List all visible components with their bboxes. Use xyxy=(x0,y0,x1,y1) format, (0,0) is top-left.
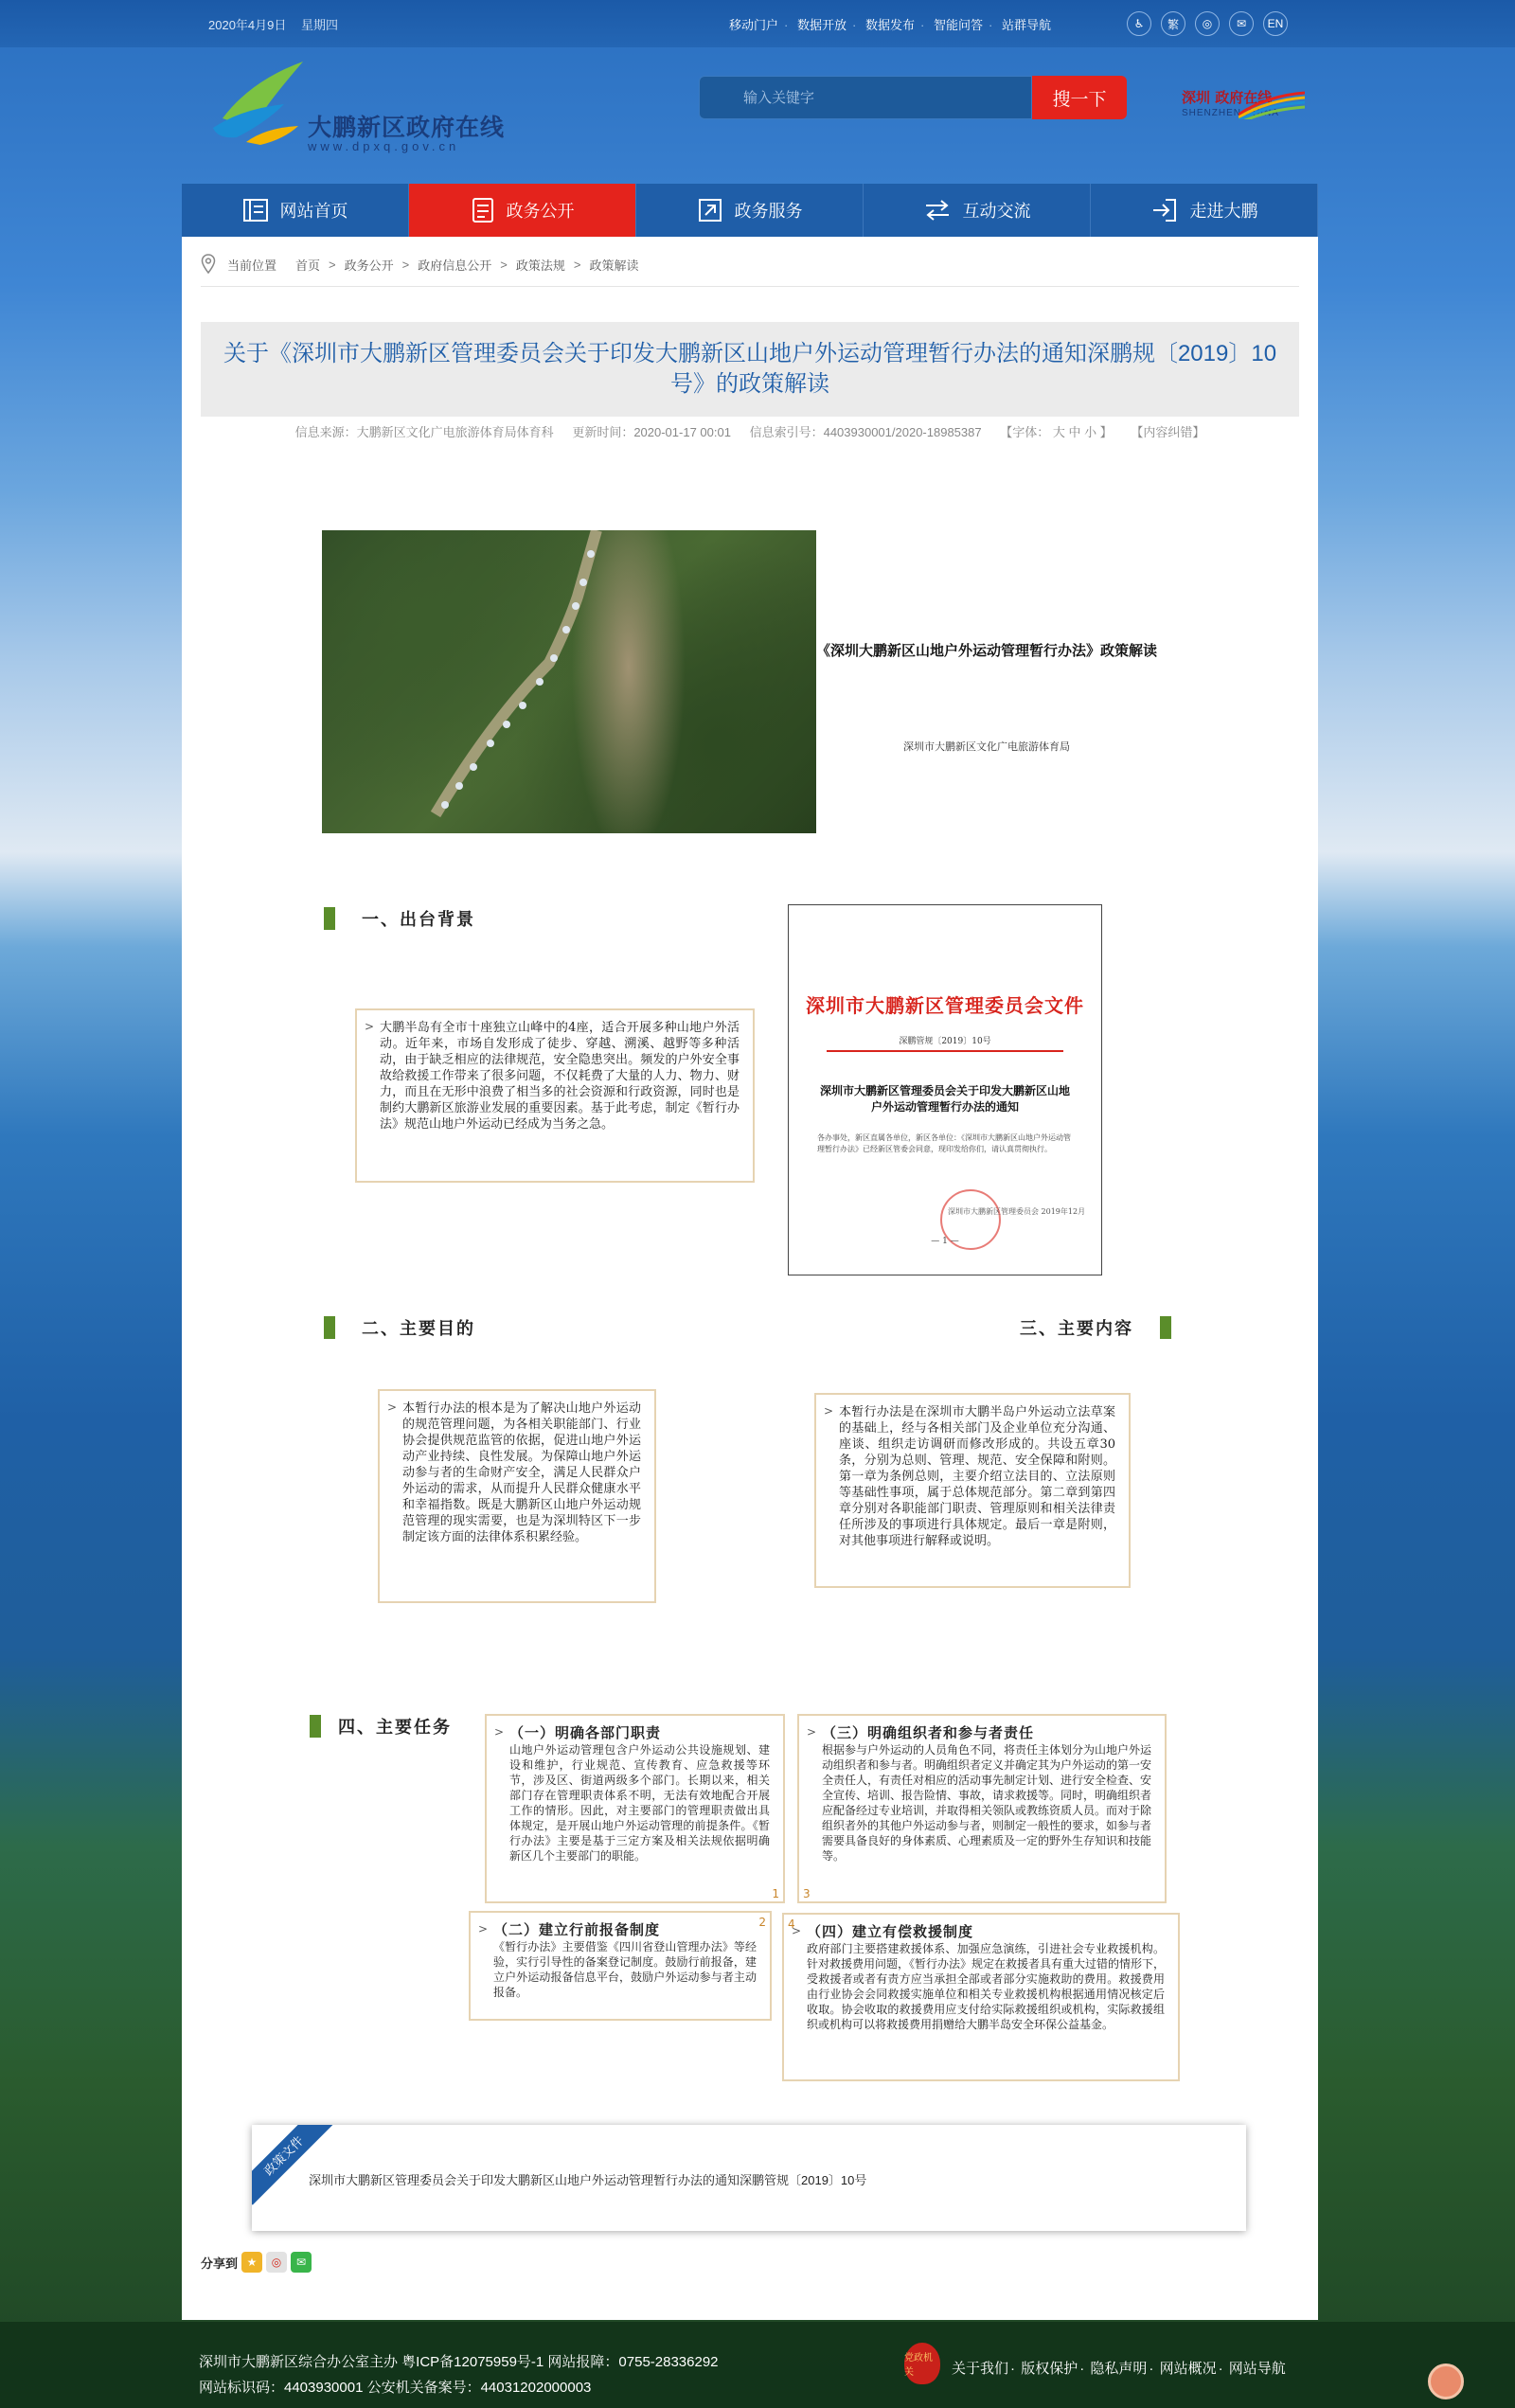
top-links: 移动门户 · 数据开放 · 数据发布 · 智能问答 · 站群导航 xyxy=(729,18,1051,32)
site-url: www.dpxq.gov.cn xyxy=(308,139,460,153)
background-note xyxy=(355,1008,755,1183)
doc-signature: 深圳市大鹏新区管理委员会 2019年12月 xyxy=(948,1207,1086,1216)
task-note-4 xyxy=(782,1913,1180,2081)
nav-label-about: 走进大鹏 xyxy=(1189,202,1258,221)
policy-file-ribbon: 政策文件 xyxy=(252,2125,333,2205)
english-icon[interactable]: EN xyxy=(1263,11,1288,36)
note-arrow-icon: > xyxy=(387,1400,398,1414)
task-number-2: 2 xyxy=(758,1916,766,1929)
shenzhen-gov-logo[interactable] xyxy=(1182,83,1305,131)
footer-link-overview[interactable]: 网站概况 xyxy=(1159,2361,1217,2377)
policy-file-box xyxy=(252,2125,1246,2231)
breadcrumb-home[interactable]: 首页 xyxy=(295,258,321,273)
article-title-box xyxy=(201,322,1299,417)
site-title: 大鹏新区政府在线 xyxy=(308,115,506,141)
shenzhen-wave-icon xyxy=(1239,91,1305,119)
footer-line-2: 网站标识码：4403930001 公安机关备案号：44031202000003 xyxy=(199,2380,592,2396)
section-background-heading xyxy=(324,906,475,931)
footer xyxy=(0,2322,1515,2408)
party-gov-badge-icon[interactable]: 党政机关 xyxy=(904,2343,940,2384)
task-heading-1: （一）明确各部门职责 xyxy=(509,1724,662,1741)
share-label: 分享到 xyxy=(201,2256,239,2271)
doc-red-header: 深圳市大鹏新区管理委员会文件 xyxy=(806,994,1084,1017)
top-bar xyxy=(0,0,1515,47)
exchange-icon xyxy=(923,198,952,223)
section-marker xyxy=(310,1715,321,1738)
task-note-2 xyxy=(469,1911,772,2021)
footer-link-about[interactable]: 关于我们 xyxy=(952,2361,1009,2377)
doc-page-number: — 1 — xyxy=(931,1237,959,1246)
nav-label-services: 政务服务 xyxy=(734,202,803,221)
footer-link-copyright[interactable]: 版权保护 xyxy=(1021,2361,1078,2377)
task-text-4: 政府部门主要搭建救援体系、加强应急演练，引进社会专业救援机构。针对救援费用问题，《暂行办法》规定在救援者具有重大过错的情形下，受救援者或者有责方应当承担全部或者部分实施救助的费用。救援费用由行业协会会同救援实施单位和相关专业救援机构根据通用情况核定后收取。协会收取的救援费用应支付给实际救援组织或机构，实际救援组织或机构可以将救援费用捐赠给大鹏半岛安全环保公益基金。 xyxy=(807,1942,1166,2031)
note-arrow-icon: > xyxy=(807,1725,817,1739)
date-text: 2020年4月9日 xyxy=(208,18,287,32)
section-background-label: 一、出台背景 xyxy=(362,910,475,929)
nav-item-gov-affairs[interactable] xyxy=(409,184,636,237)
nav-label-gov-affairs: 政务公开 xyxy=(506,202,575,221)
search-bar xyxy=(699,76,1127,119)
content-correction-link[interactable]: 【内容纠错】 xyxy=(1131,425,1205,439)
note-arrow-icon: > xyxy=(824,1404,834,1418)
traditional-chinese-icon[interactable]: 繁 xyxy=(1161,11,1185,36)
weibo-icon[interactable]: ◎ xyxy=(1195,11,1220,36)
content-note xyxy=(814,1393,1131,1588)
top-link-mobile[interactable]: 移动门户 xyxy=(729,18,779,32)
nav-label-home: 网站首页 xyxy=(279,202,348,221)
content-text: 本暂行办法是在深圳市大鹏半岛户外运动立法草案的基础上，经与各相关部门及企业单位充分沟通、座谈、组织走访调研而修改形成的。共设五章30条，分别为总则、管理、规范、安全保障和附则。第一章为条例总则，主要介绍立法目的、立法原则等基础性事项，属于总体规范部分。第二章到第四章分别对各职能部门职责、管理原则和相关法律责任所涉及的事项进行具体规定。最后一章是附则，对其他事项进行解释或说明。 xyxy=(839,1405,1115,1548)
date-display xyxy=(208,15,349,33)
section-marker xyxy=(1160,1316,1171,1339)
meta-index: 信息索引号：4403930001/2020-18985387 xyxy=(749,425,982,439)
task-heading-4: （四）建立有偿救援制度 xyxy=(807,1923,974,1940)
dapeng-logo-icon xyxy=(208,52,312,147)
top-link-smart-qa[interactable]: 智能问答 xyxy=(933,18,983,32)
qzone-star-icon[interactable]: ★ xyxy=(241,2252,262,2273)
breadcrumb-gov-info[interactable]: 政府信息公开 xyxy=(418,258,492,273)
breadcrumb: 当前位置 首页 > 政务公开 > 政府信息公开 > 政策法规 > 政策解读 xyxy=(201,254,638,275)
background-text: 大鹏半岛有全市十座独立山峰中的4座，适合开展多种山地户外活动。近年来，市场自发形成了徒步、穿越、溯溪、越野等多种活动，由于缺乏相应的法律规范，安全隐患突出。频发的户外安全事故给救援工作带来了很多问题，不仅耗费了大量的人力、物力、财力，而且在无形中浪费了相当多的社会资源和行政资源，同时也是制约大鹏新区旅游业发展的重要因素。基于此考虑，制定《暂行办法》规范山地户外运动已经成为当务之急。 xyxy=(380,1021,740,1132)
section-tasks-heading xyxy=(310,1714,452,1739)
doc-red-rule xyxy=(827,1050,1063,1052)
task-heading-3: （三）明确组织者和参与者责任 xyxy=(822,1724,1035,1741)
wechat-share-icon[interactable]: ✉ xyxy=(291,2252,312,2273)
weekday-text: 星期四 xyxy=(301,18,339,32)
note-arrow-icon: > xyxy=(365,1020,375,1033)
task-heading-2: （二）建立行前报备制度 xyxy=(493,1921,661,1938)
footer-link-site-nav[interactable]: 网站导航 xyxy=(1228,2361,1286,2377)
main-content xyxy=(182,237,1318,2320)
nav-item-home[interactable] xyxy=(182,184,409,237)
font-size-control[interactable]: 【字体： 大 中 小 】 xyxy=(1000,425,1113,439)
share-bar xyxy=(201,2252,312,2273)
task-number-1: 1 xyxy=(772,1887,779,1900)
task-number-3: 3 xyxy=(803,1887,811,1900)
nav-item-services[interactable] xyxy=(636,184,864,237)
task-text-3: 根据参与户外运动的人员角色不同，将责任主体划分为山地户外运动组织者和参与者。明确组织者定义并确定其为户外运动的第一安全责任人，有责任对相应的活动事先制定计划、进行安全检查、安全宣传、培训、报告险情、事故，请求救援等。同时，明确组织者应配备经过专业培训，并取得相关领队或教练资质人员。而对于除组织者外的其他户外运动参与者，则制定一般性的要求，如参与者需要具备良好的身体素质、心理素质及一定的野外生存知识和技能等。 xyxy=(822,1743,1152,1863)
task-note-1 xyxy=(485,1714,785,1903)
search-button[interactable]: 搜一下 xyxy=(1032,76,1127,119)
top-link-open-data[interactable]: 数据开放 xyxy=(796,18,847,32)
breadcrumb-divider xyxy=(201,286,1299,287)
task-text-1: 山地户外运动管理包含户外运动公共设施规划、建设和维护，行业规范、宣传教育、应急救援等环节，涉及区、街道两级多个部门。长期以来，相关部门存在管理职责体系不明，无法有效地配合开展工作的情形。因此，对主要部门的管理职责做出具体规定，是开展山地户外运动管理的前提条件。《暂行办法》主要是基于三定方案及相关法规依据明确新区几个主要部门的职能。 xyxy=(509,1743,770,1863)
breadcrumb-policies[interactable]: 政策法规 xyxy=(515,258,565,273)
policy-file-link[interactable]: 深圳市大鹏新区管理委员会关于印发大鹏新区山地户外运动管理暂行办法的通知深鹏管规〔2019〕10号 xyxy=(309,2173,867,2187)
note-arrow-icon: > xyxy=(478,1922,489,1935)
section-content-heading xyxy=(1020,1315,1171,1340)
task-text-2: 《暂行办法》主要借鉴《四川省登山管理办法》等经验，实行引导性的备案登记制度。鼓励行前报备，建立户外运动报备信息平台，鼓励户外运动参与者主动报备。 xyxy=(493,1940,757,1999)
cover-title: 《深圳大鹏新区山地户外运动管理暂行办法》政策解读 xyxy=(815,642,1157,659)
article-title: 关于《深圳市大鹏新区管理委员会关于印发大鹏新区山地户外运动管理暂行办法的通知深鹏规〔2019〕10号》的政策解读 xyxy=(223,341,1277,397)
section-marker xyxy=(324,907,335,930)
official-document-image xyxy=(788,904,1102,1275)
section-purpose-label: 二、主要目的 xyxy=(362,1319,475,1338)
meta-source: 信息来源：大鹏新区文化广电旅游体育局体育科 xyxy=(294,425,554,439)
meta-updated: 更新时间：2020-01-17 00:01 xyxy=(572,425,731,439)
footer-link-privacy[interactable]: 隐私声明 xyxy=(1090,2361,1148,2377)
section-marker xyxy=(324,1316,335,1339)
top-link-site-nav[interactable]: 站群导航 xyxy=(1001,18,1051,32)
assistant-bubble-icon[interactable] xyxy=(1428,2363,1464,2399)
article-meta xyxy=(201,422,1299,440)
purpose-text: 本暂行办法的根本是为了解决山地户外运动的规范管理问题，为各相关职能部门、行业协会提供规范监管的依据，促进山地户外运动产业持续、良性发展。为保障山地户外运动参与者的生命财产安全，满足人民群众户外运动的需求，从而提升人民群众健康水平和幸福指数。既是大鹏新区山地户外运动规范管理的现实需要，也是为深圳特区下一步制定该方面的法律体系积累经验。 xyxy=(402,1401,641,1544)
section-purpose-heading xyxy=(324,1315,475,1340)
breadcrumb-policy-interpretation[interactable]: 政策解读 xyxy=(589,258,639,273)
top-icons xyxy=(1127,11,1288,36)
main-nav xyxy=(182,184,1318,237)
footer-links: 关于我们 · 版权保护 · 隐私声明 · 网站概况 · 网站导航 xyxy=(952,2361,1286,2377)
home-doc-icon xyxy=(242,198,269,223)
search-input[interactable] xyxy=(699,76,1032,119)
section-content-label: 三、主要内容 xyxy=(1020,1319,1133,1338)
nav-item-about[interactable] xyxy=(1091,184,1318,237)
accessibility-icon[interactable]: ♿ xyxy=(1127,11,1151,36)
footer-line-1: 深圳市大鹏新区综合办公室主办 粤ICP备12075959号-1 网站报障：0755-28336292 xyxy=(199,2354,719,2370)
note-arrow-icon: > xyxy=(494,1725,505,1739)
shenzhen-logo-sub: SHENZHEN CHINA xyxy=(1182,108,1279,118)
service-arrow-icon xyxy=(697,197,723,223)
doc-number: 深鹏管规〔2019〕10号 xyxy=(899,1037,991,1046)
breadcrumb-gov-affairs[interactable]: 政务公开 xyxy=(344,258,394,273)
shenzhen-logo-text: 深圳 政府在线 xyxy=(1182,89,1273,106)
purpose-note xyxy=(378,1389,656,1603)
hiking-photo xyxy=(322,530,816,833)
site-logo[interactable] xyxy=(208,52,530,156)
section-tasks-label: 四、主要任务 xyxy=(338,1718,452,1737)
note-arrow-icon: > xyxy=(792,1924,802,1937)
weibo-share-icon[interactable]: ◎ xyxy=(266,2252,287,2273)
breadcrumb-current-label: 当前位置 xyxy=(227,258,277,273)
hikers-trail-illustration xyxy=(322,530,816,833)
enter-icon xyxy=(1150,197,1179,223)
task-note-3 xyxy=(797,1714,1167,1903)
location-pin-icon xyxy=(201,254,216,275)
wechat-icon[interactable]: ✉ xyxy=(1229,11,1254,36)
top-link-data-release[interactable]: 数据发布 xyxy=(864,18,915,32)
task-number-4: 4 xyxy=(788,1917,795,1931)
nav-label-interaction: 互动交流 xyxy=(962,202,1031,221)
doc-body: 各办事处，新区直属各单位，新区各单位：《深圳市大鹏新区山地户外运动管理暂行办法》已经新区管委会同意，现印发给你们，请认真贯彻执行。 xyxy=(817,1133,1071,1153)
document-icon xyxy=(471,197,495,223)
cover-org: 深圳市大鹏新区文化广电旅游体育局 xyxy=(903,740,1070,753)
nav-item-interaction[interactable] xyxy=(864,184,1091,237)
doc-title: 深圳市大鹏新区管理委员会关于印发大鹏新区山地户外运动管理暂行办法的通知 xyxy=(819,1084,1070,1114)
